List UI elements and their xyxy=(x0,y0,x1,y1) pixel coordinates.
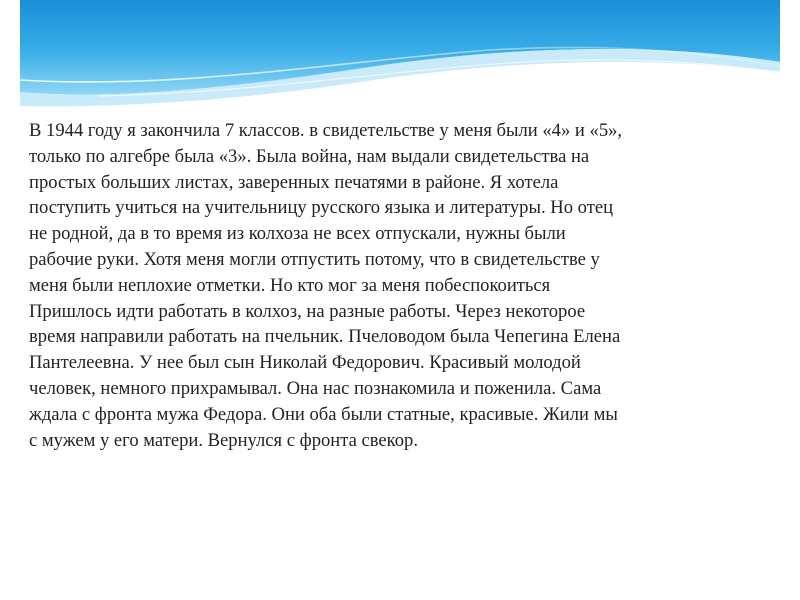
body-line: В 1944 году я закончила 7 классов. в свидетельстве у меня были «4» и «5», xyxy=(29,120,623,141)
body-text xyxy=(29,118,759,453)
body-line: рабочие руки. Хотя меня могли отпустить потому, что в свидетельстве у xyxy=(29,248,600,270)
body-line: только по алгебре была «3». Была война, нам выдали свидетельства на xyxy=(29,145,590,167)
body-line: время направили работать на пчельник. Пчеловодом была Чепегина Елена xyxy=(29,326,621,348)
body-line: меня были неплохие отметки. Но кто мог за меня побеспокоиться xyxy=(29,274,551,296)
wave-banner-graphic xyxy=(20,0,780,110)
body-line: человек, немного прихрамывал. Она нас познакомила и поженила. Сама xyxy=(29,377,602,399)
body-line: с мужем у его матери. Вернулся с фронта свекор. xyxy=(29,429,418,451)
body-line: поступить учиться на учительницу русского языка и литературы. Но отец xyxy=(29,197,614,219)
body-line: Пантелеевна. У нее был сын Николай Федорович. Красивый молодой xyxy=(29,352,581,374)
body-line: Пришлось идти работать в колхоз, на разные работы. Через некоторое xyxy=(29,300,586,322)
wave-banner xyxy=(20,0,780,110)
body-line: простых больших листах, заверенных печатями в районе. Я хотела xyxy=(29,171,559,193)
body-line: не родной, да в то время из колхоза не всех отпускали, нужны были xyxy=(29,223,566,245)
body-line: ждала с фронта мужа Федора. Они оба были статные, красивые. Жили мы xyxy=(29,403,618,425)
